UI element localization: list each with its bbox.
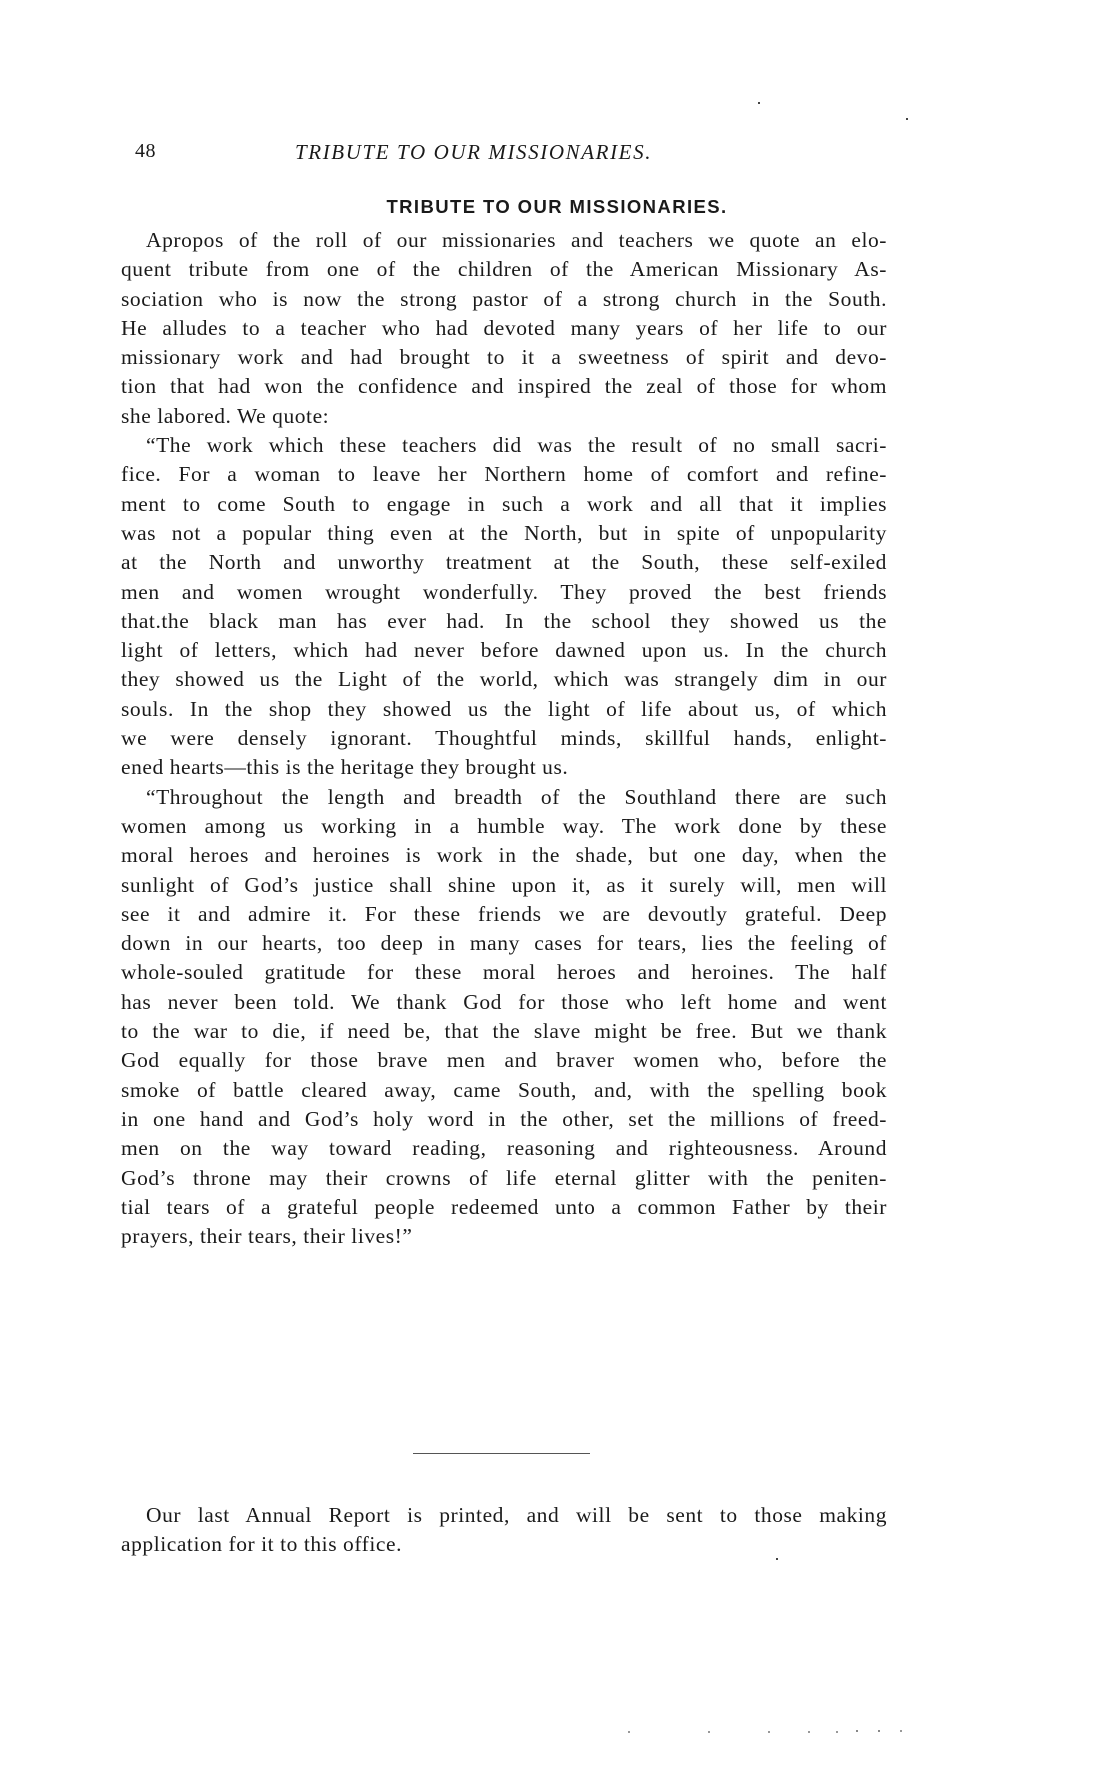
scan-speck [836, 1731, 838, 1733]
annual-report-notice [121, 1501, 887, 1560]
section-divider [413, 1453, 590, 1454]
text-line: women among us working in a humble way. The work done by these [121, 813, 887, 838]
text-line: in one hand and God’s holy word in the other, set the millions of freed- [121, 1106, 887, 1131]
scan-speck [808, 1731, 810, 1733]
text-line: see it and admire it. For these friends we are devoutly grateful. Deep [121, 901, 887, 926]
running-title: TRIBUTE TO OUR MISSIONARIES. [295, 140, 653, 164]
scan-speck [776, 1558, 778, 1560]
text-line: missionary work and had brought to it a sweetness of spirit and devo- [121, 345, 887, 370]
scan-speck [856, 1730, 858, 1732]
text-line: sunlight of God’s justice shall shine upon it, as it surely will, men will [121, 872, 887, 897]
text-line: Apropos of the roll of our missionaries and teachers we quote an elo- [146, 228, 887, 252]
page-number: 48 [135, 140, 156, 162]
text-line: smoke of battle cleared away, came South, and, with the spelling book [121, 1077, 887, 1102]
text-line: application for it to this office. [121, 1532, 403, 1557]
text-line: we were densely ignorant. Thoughtful minds, skillful hands, enlight- [121, 726, 887, 751]
text-line: moral heroes and heroines is work in the shade, but one day, when the [121, 843, 887, 868]
text-line: was not a popular thing even at the North, but in spite of unpopularity [121, 520, 887, 545]
scan-speck [768, 1731, 770, 1733]
scan-speck [906, 118, 908, 120]
text-line: sociation who is now the strong pastor of a strong church in the South. [121, 286, 887, 311]
text-line: souls. In the shop they showed us the light of life about us, of which [121, 696, 887, 721]
running-header [135, 140, 885, 170]
text-line: “Throughout the length and breadth of the Southland there are such [146, 784, 887, 809]
scan-speck [628, 1731, 630, 1733]
scan-speck [878, 1730, 880, 1732]
text-line: Our last Annual Report is printed, and will be sent to those making [146, 1503, 887, 1527]
text-line: men on the way toward reading, reasoning and righteousness. Around [121, 1136, 887, 1161]
text-line: ment to come South to engage in such a work and all that it implies [121, 491, 887, 516]
article-body [121, 226, 887, 1251]
text-line: tion that had won the confidence and inspired the zeal of those for whom [121, 374, 887, 399]
text-line: God’s throne may their crowns of life eternal glitter with the peniten- [121, 1165, 887, 1190]
text-line: whole-souled gratitude for these moral heroes and heroines. The half [121, 960, 887, 985]
text-line: to the war to die, if need be, that the slave might be free. But we thank [121, 1019, 887, 1044]
paragraph-intro [121, 226, 887, 431]
paragraph-quote-2 [121, 783, 887, 1252]
scan-speck [708, 1731, 710, 1733]
text-line: she labored. We quote: [121, 403, 330, 428]
text-line: they showed us the Light of the world, which was strangely dim in our [121, 667, 887, 692]
text-line: men and women wrought wonderfully. They proved the best friends [121, 579, 887, 604]
text-line: God equally for those brave men and braver women who, before the [121, 1048, 887, 1073]
text-line: light of letters, which had never before dawned upon us. In the church [121, 638, 887, 663]
paragraph-quote-1 [121, 431, 887, 783]
text-line: has never been told. We thank God for those who left home and went [121, 989, 887, 1014]
text-line: ened hearts—this is the heritage they brought us. [121, 755, 569, 780]
text-line: prayers, their tears, their lives!” [121, 1224, 413, 1249]
text-line: He alludes to a teacher who had devoted many years of her life to our [121, 315, 887, 340]
text-line: “The work which these teachers did was the result of no small sacri- [146, 433, 887, 458]
text-line: at the North and unworthy treatment at the South, these self-exiled [121, 550, 887, 575]
text-line: fice. For a woman to leave her Northern home of comfort and refine- [121, 462, 887, 487]
text-line: down in our hearts, too deep in many cases for tears, lies the feeling of [121, 931, 887, 956]
scan-speck [758, 102, 760, 104]
scan-speck [900, 1730, 902, 1732]
text-line: tial tears of a grateful people redeemed unto a common Father by their [121, 1194, 887, 1219]
text-line: quent tribute from one of the children of the American Missionary As- [121, 257, 887, 282]
text-line: that.the black man has ever had. In the school they showed us the [121, 608, 887, 633]
article-title: TRIBUTE TO OUR MISSIONARIES. [386, 196, 728, 217]
